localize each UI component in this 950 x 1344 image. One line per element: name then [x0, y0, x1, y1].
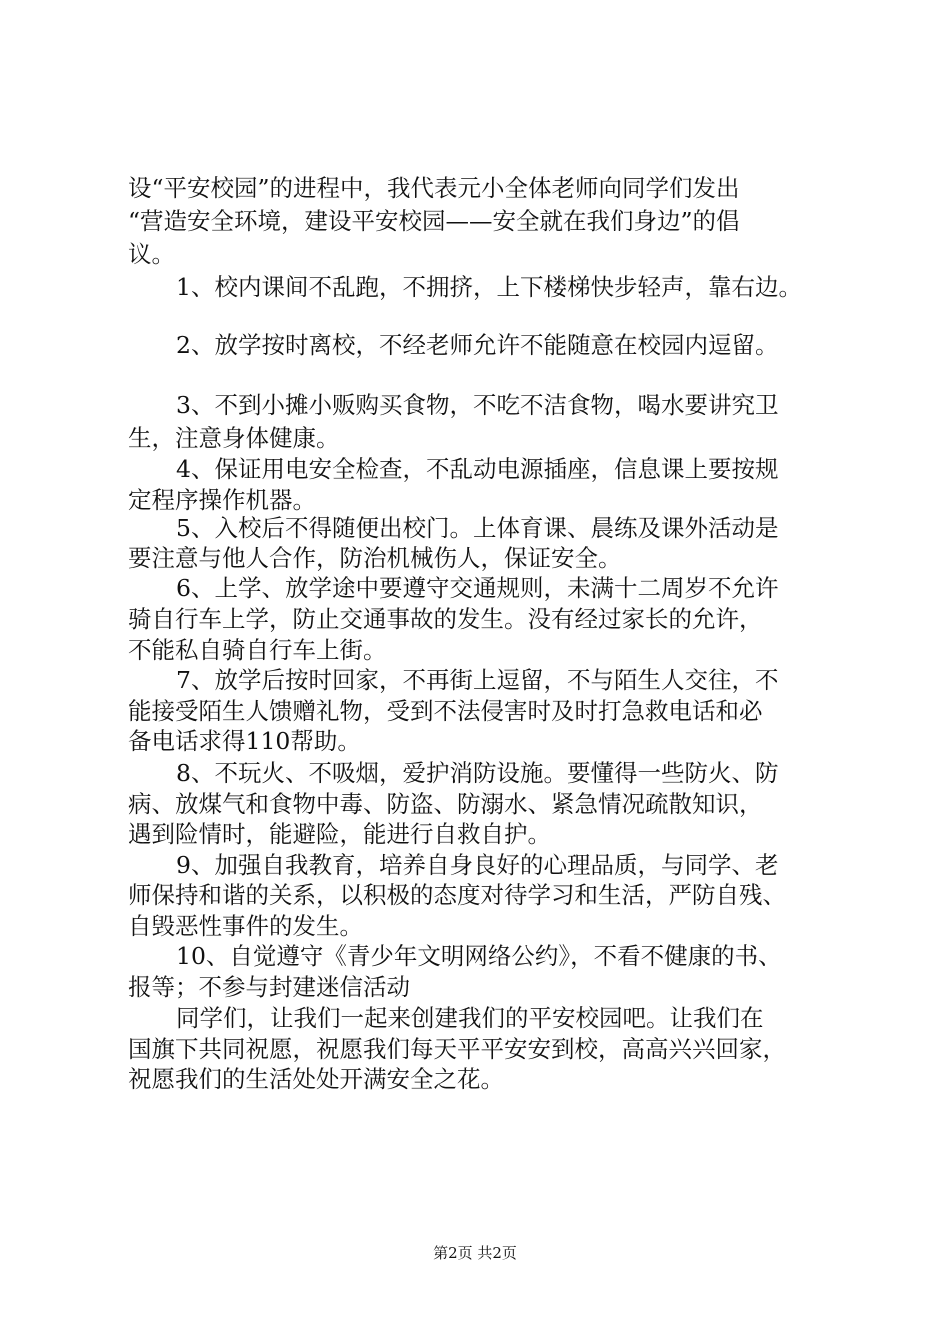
text-line: 国旗下共同祝愿，祝愿我们每天平平安安到校，高高兴兴回家， [128, 1035, 786, 1063]
text-line: 自毁恶性事件的发生。 [128, 912, 363, 940]
text-line: 要注意与他人合作，防治机械伤人，保证安全。 [128, 544, 622, 572]
item-1: 1、校内课间不乱跑，不拥挤，上下楼梯快步轻声，靠右边。 [176, 273, 802, 301]
item-7: 7、放学后按时回家，不再街上逗留，不与陌生人交往，不 [176, 666, 779, 694]
text-line: 定程序操作机器。 [128, 486, 316, 514]
text-line: 报等；不参与封建迷信活动 [128, 973, 410, 1001]
item-2: 2、放学按时离校，不经老师允许不能随意在校园内逗留。 [176, 331, 779, 359]
item-10: 10、自觉遵守《青少年文明网络公约》，不看不健康的书、 [176, 942, 782, 970]
text-line: 不能私自骑自行车上街。 [128, 636, 387, 664]
item-4: 4、保证用电安全检查，不乱动电源插座，信息课上要按规 [176, 455, 779, 483]
text-line: 生，注意身体健康。 [128, 424, 340, 452]
text-line: 设“平安校园”的进程中，我代表元小全体老师向同学们发出 [128, 174, 740, 202]
text-line: 能接受陌生人馈赠礼物，受到不法侵害时及时打急救电话和必 [128, 697, 763, 725]
text-line: 备电话求得110帮助。 [128, 727, 361, 755]
item-3: 3、不到小摊小贩购买食物，不吃不洁食物，喝水要讲究卫 [176, 391, 779, 419]
text-line: 遇到险情时，能避险，能进行自救自护。 [128, 820, 551, 848]
text-line: 病、放煤气和食物中毒、防盗、防溺水、紧急情况疏散知识， [128, 790, 763, 818]
text-line: 议。 [128, 240, 175, 268]
text-line: 师保持和谐的关系，以积极的态度对待学习和生活，严防自残、 [128, 881, 786, 909]
page-number-footer: 第2页 共2页 [433, 1244, 517, 1262]
item-5: 5、入校后不得随便出校门。上体育课、晨练及课外活动是 [176, 514, 779, 542]
text-line: 祝愿我们的生活处处开满安全之花。 [128, 1065, 504, 1093]
item-9: 9、加强自我教育，培养自身良好的心理品质，与同学、老 [176, 851, 779, 879]
item-6: 6、上学、放学途中要遵守交通规则，未满十二周岁不允许 [176, 574, 779, 602]
text-line: “营造安全环境，建设平安校园——安全就在我们身边”的倡 [128, 207, 740, 235]
item-8: 8、不玩火、不吸烟，爱护消防设施。要懂得一些防火、防 [176, 759, 779, 787]
closing-paragraph: 同学们，让我们一起来创建我们的平安校园吧。让我们在 [176, 1004, 764, 1032]
text-line: 骑自行车上学，防止交通事故的发生。没有经过家长的允许， [128, 605, 763, 633]
